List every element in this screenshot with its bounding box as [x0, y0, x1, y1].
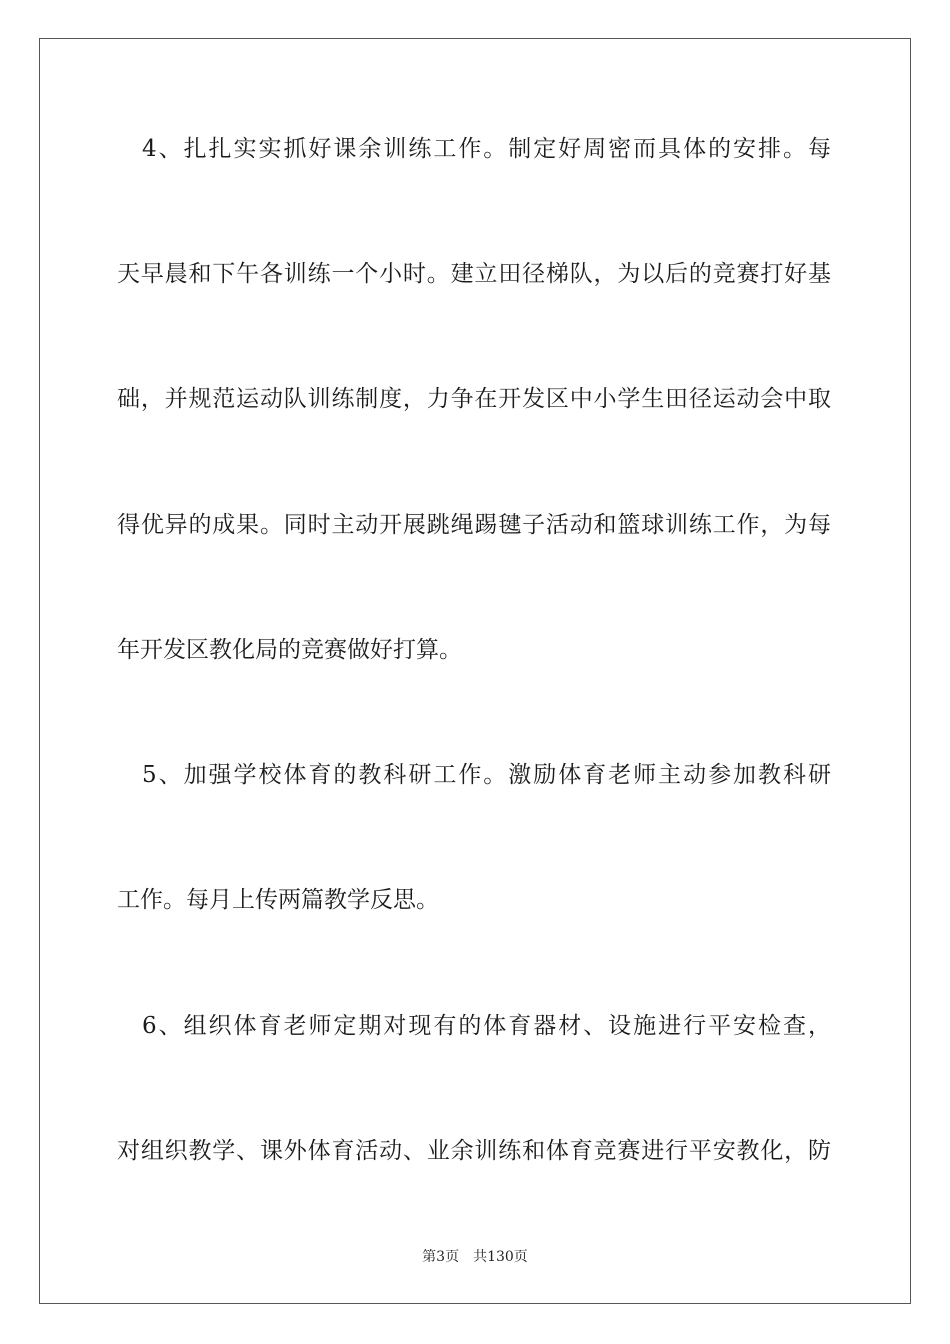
text-line: 工作。每月上传两篇教学反思。: [117, 887, 439, 913]
text-line: 5、加强学校体育的教科研工作。激励体育老师主动参加教科研: [117, 762, 831, 788]
text-line: 对组织教学、课外体育活动、业余训练和体育竞赛进行平安教化，防: [117, 1138, 831, 1164]
page-number-footer: 第3页 共130页: [422, 1249, 528, 1265]
text-line: 4、扎扎实实抓好课余训练工作。制定好周密而具体的安排。每: [117, 136, 831, 162]
text-line: 得优异的成果。同时主动开展跳绳踢毽子活动和篮球训练工作，为每: [117, 512, 831, 538]
text-line: 础，并规范运动队训练制度，力争在开发区中小学生田径运动会中取: [117, 386, 831, 412]
page-border: [39, 38, 911, 1304]
text-line: 天早晨和下午各训练一个小时。建立田径梯队，为以后的竞赛打好基: [117, 261, 831, 287]
text-line: 年开发区教化局的竞赛做好打算。: [117, 637, 462, 663]
text-line: 6、组织体育老师定期对现有的体育器材、设施进行平安检查，: [117, 1013, 831, 1039]
